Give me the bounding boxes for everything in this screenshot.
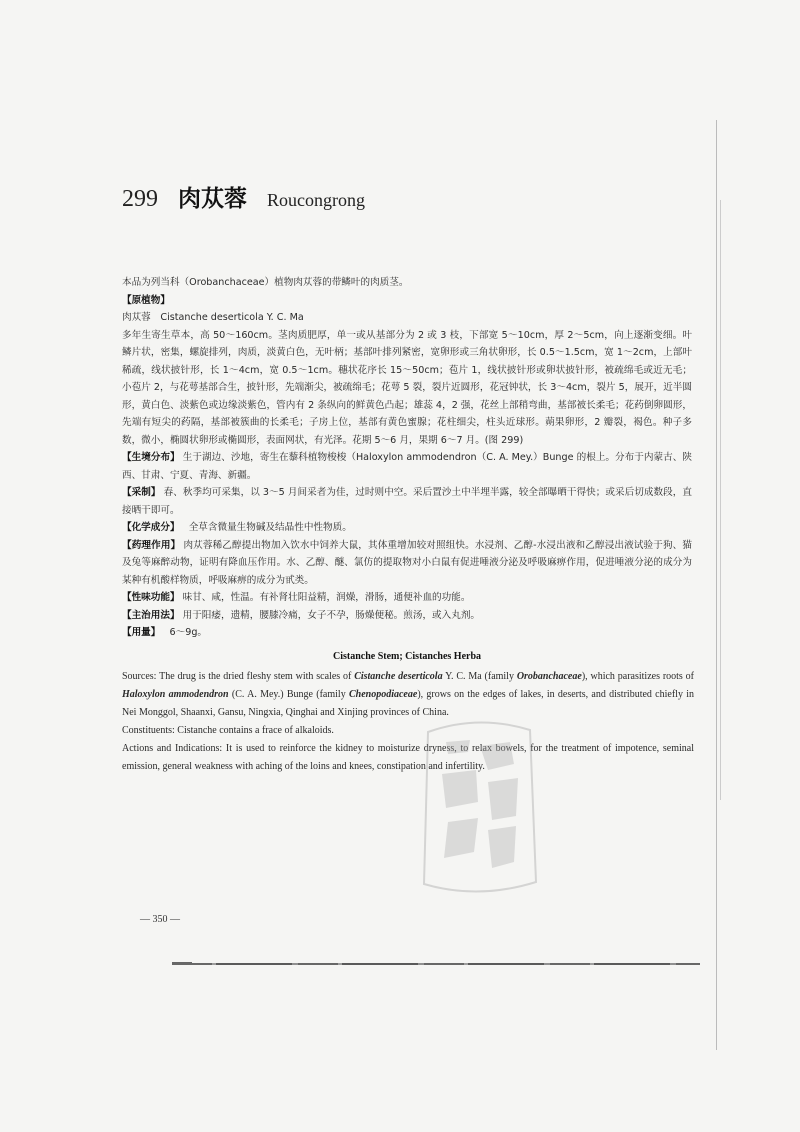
page-edge-line	[716, 120, 717, 1050]
plant-section-heading	[122, 292, 692, 310]
section-text: 用于阳痿，遗精，腰膝冷痛，女子不孕，肠燥便秘。煎汤，或入丸剂。	[182, 609, 481, 621]
section-properties	[122, 589, 692, 607]
section-text: 味甘、咸，性温。有补肾壮阳益精，润燥，滑肠，通便补血的功能。	[182, 592, 471, 603]
page-number: — 350 —	[140, 914, 180, 925]
host-species-name: Haloxylon ammodendron	[122, 689, 229, 700]
english-text-block	[122, 668, 694, 776]
sources-text: ), which parasitizes roots of	[581, 671, 694, 682]
section-text: 肉苁蓉稀乙醇提出物加入饮水中饲养大鼠，其体重增加较对照组快。水浸剂、乙醇-水浸出液和乙醇浸出液试验于狗、猫及兔等麻醉动物，证明有降血压作用。水、乙醇、醚、氯仿的提取物对小白鼠有促进唾液分泌及呼吸麻痹作用，促进唾液分泌的成分为某种有机酸样物质，呼吸麻痹的成分为甙类。	[122, 539, 692, 586]
section-heading: 【生境分布】	[122, 452, 180, 463]
sources-text: ), grows on the edges of lakes, in deserts, and distributed chiefly in Nei Monggol, Shaanxi, Gansu, Ningxia, Qinghai and Xinjing provinces of China.	[122, 689, 694, 718]
sources-text: (C. A. Mey.) Bunge (family	[228, 689, 349, 700]
sources-label: Sources:	[122, 671, 157, 682]
entry-title	[122, 180, 365, 213]
section-chemistry	[122, 519, 692, 537]
section-heading: 【化学成分】	[122, 522, 180, 533]
section-collection	[122, 484, 692, 519]
host-family-name: Chenopodiaceae	[348, 689, 418, 700]
english-constituents: Constituents: Cistanche contains a frace of alkaloids.	[122, 725, 334, 736]
intro-paragraph: 本品为列当科（Orobanchaceae）植物肉苁蓉的带鳞叶的肉质茎。	[122, 277, 409, 288]
plant-description: 多年生寄生草本，高 50～160cm。茎肉质肥厚，单一或从基部分为 2 或 3 枝，下部宽 5～10cm，厚 2～5cm，向上逐渐变细。叶鳞片状，密集，螺旋排列，肉质，淡黄白色，无叶柄；基部叶排列紧密，宽卵形或三角状卵形，长 0.5～1.5cm，宽 1～2cm，上部叶稀疏，线状披针形，长 1～4cm，宽 0.5～1cm。穗状花序长 15～50cm；苞片 1，线状披针形或卵状披针形，被疏绵毛或近无毛；小苞片 2，与花萼基部合生，披针形，先端渐尖，被疏绵毛；花萼 5 裂，裂片近圆形，花冠钟状，长 3～4cm，裂片 5，展开，近半圆形，黄白色、淡紫色或边缘淡紫色，管内有 2 条纵向的鲜黄色凸起；雄蕊 4，2 强，花丝上部稍弯曲，基部被长柔毛；花药倒卵圆形，先端有短尖的药隔，基部被簇曲的长柔毛；子房上位，基部有黄色蜜腺；花柱细尖，柱头近球形。蒴果卵形，2 瓣裂，褐色。种子多数，微小，椭圆状卵形或椭圆形，表面网状，有光泽。花期 5～6 月，果期 6～7 月。(图 299)	[122, 329, 692, 446]
bottom-rule	[172, 963, 700, 965]
section-pharmacology	[122, 537, 692, 590]
english-actions: Actions and Indications: It is used to reinforce the kidney to moisturize dryness, to relax bowels, for the treatment of impotence, seminal emission, general weakness with aching of the loins and knees, constipation and infertility.	[122, 743, 694, 772]
section-text: 春、秋季均可采集，以 3～5 月间采者为佳，过时则中空。采后置沙土中半埋半露，较全部曝晒干得快；或采后切成数段，直接晒干即可。	[122, 487, 693, 516]
section-habitat	[122, 449, 692, 484]
entry-title-pinyin: Roucongrong	[267, 190, 365, 210]
sources-text: The drug is the dried fleshy stem with scales of	[156, 671, 355, 682]
english-sources	[122, 668, 694, 722]
section-heading: 【主治用法】	[122, 609, 180, 621]
sources-text: Y. C. Ma (family	[442, 671, 517, 682]
species-name: Cistanche deserticola	[354, 671, 443, 682]
section-heading: 【原植物】	[122, 294, 170, 306]
family-name: Orobanchaceae	[516, 671, 582, 682]
section-text: 全草含微量生物碱及结晶性中性物质。	[188, 522, 352, 533]
english-title: Cistanche Stem; Cistanches Herba	[332, 651, 482, 662]
section-heading: 【药理作用】	[122, 539, 181, 551]
entry-title-chinese: 肉苁蓉	[178, 186, 247, 212]
section-usage	[122, 607, 692, 625]
section-heading: 【用量】	[122, 627, 161, 638]
entry-number: 299	[122, 186, 158, 212]
section-text: 6～9g。	[169, 627, 208, 638]
section-text: 生于湖边、沙地，寄生在藜科植物梭梭（Haloxylon ammodendron（C. A. Mey.）Bunge 的根上。分布于内蒙古、陕西、甘肃、宁夏、青海、新疆。	[122, 452, 692, 481]
section-heading: 【采制】	[122, 487, 161, 498]
chinese-text-block	[122, 274, 692, 642]
library-seal-stamp	[418, 712, 540, 902]
plant-name-line: 肉苁蓉 Cistanche deserticola Y. C. Ma	[122, 312, 304, 323]
page-edge-line-secondary	[720, 200, 721, 800]
section-heading: 【性味功能】	[122, 592, 180, 603]
section-dosage	[122, 624, 692, 642]
